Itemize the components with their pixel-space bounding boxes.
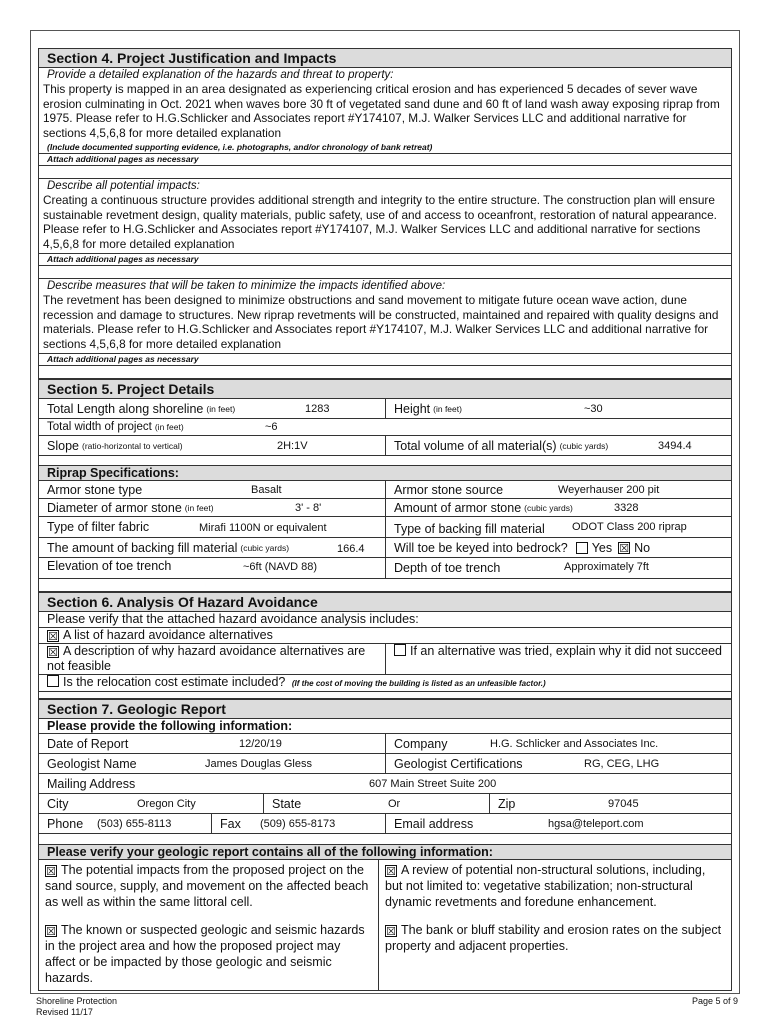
verify-title: Please verify your geologic report contains all of the following information: (39, 844, 731, 859)
spacer (39, 833, 731, 844)
state-field[interactable] (263, 794, 489, 813)
backing-type-field[interactable] (385, 517, 731, 537)
company-label: Company (394, 736, 448, 751)
sand-impacts-label: The potential impacts from the proposed project on the sand source, supply, and movement on the affected beach as well as within the same littoral cell. (45, 863, 369, 909)
footer-revision: Revised 11/17 (36, 1007, 93, 1017)
row-width (39, 418, 731, 435)
section-5-title: Section 5. Project Details (38, 379, 732, 398)
row-length-height (39, 398, 731, 418)
height-label: Height (394, 401, 431, 416)
attach-note-2: Attach additional pages as necessary (39, 253, 731, 265)
armor-type-label: Armor stone type (47, 482, 143, 497)
armor-type-field[interactable] (39, 481, 385, 498)
spacer (39, 165, 731, 178)
page-number: Page 5 of 9 (691, 996, 738, 1006)
row-toe (39, 557, 731, 578)
fax-field[interactable] (211, 814, 385, 833)
bedrock-yes-label: Yes (591, 540, 613, 555)
mailing-address-label: Mailing Address (47, 776, 136, 791)
spacer (39, 578, 731, 591)
state-value: Or (388, 797, 401, 810)
filter-value: Mirafi 1100N or equivalent (199, 522, 327, 534)
width-label: Total width of project (47, 421, 152, 433)
width-field[interactable] (39, 419, 385, 435)
verify-item-1 (45, 862, 372, 910)
armor-source-label: Armor stone source (394, 482, 504, 497)
section-5-block (38, 398, 732, 592)
footer-title: Shoreline Protection (36, 996, 118, 1006)
bedrock-field (385, 538, 731, 557)
geologist-name-value: James Douglas Gless (205, 757, 312, 770)
row-slope-volume (39, 435, 731, 455)
section-7-block (38, 718, 732, 991)
date-field[interactable] (39, 734, 385, 753)
non-structural-label: A review of potential non-structural solutions, including, but not limited to: vegetative stabilization; non-structural dynamic revetments and foredune enhancement. (385, 863, 706, 909)
section-4-block (38, 67, 732, 379)
row-geologist (39, 753, 731, 773)
relocation-cost-note: (If the cost of moving the building is listed as an unfeasible factor.) (291, 679, 546, 688)
seismic-hazards-label: The known or suspected geologic and seismic hazards in the project area and how the proposed project may affect or be impacted by those geologic and seismic hazards. (45, 923, 365, 985)
volume-value: 3494.4 (658, 439, 692, 452)
s6-item-2 (39, 644, 385, 674)
diameter-value: 3' - 8' (295, 501, 322, 514)
toe-depth-value: Approximately 7ft (564, 561, 649, 573)
slope-label: Slope (47, 438, 79, 453)
width-spacer (385, 419, 731, 435)
email-label: Email address (394, 816, 474, 831)
length-label: Total Length along shoreline (47, 401, 204, 416)
diameter-unit: (in feet) (184, 502, 214, 513)
slope-value: 2H:1V (277, 439, 308, 452)
impacts-prompt: Describe all potential impacts: (39, 178, 731, 193)
verify-right-column (379, 860, 731, 990)
non-structural-checkbox[interactable]: ☒ (386, 866, 396, 878)
s6-intro: Please verify that the attached hazard avoidance analysis includes: (39, 611, 731, 627)
amount-armor-value: 3328 (614, 501, 639, 514)
measures-description[interactable]: The revetment has been designed to minimize obstructions and sand movement to mitigate future ocean wave action, dune recession and damage to structures. New riprap revetments will be constructed, maintained and repaired with quality designs and materials. Please refer to H.G.Schlicker and Associates report #Y174107, M.J. Walker Services LLC and additional narrative for sections 4,5,6,8 for more detailed explanation (43, 293, 719, 351)
height-unit: (in feet) (433, 403, 462, 414)
phone-field[interactable] (39, 814, 211, 833)
alternative-tried-checkbox[interactable] (394, 644, 406, 656)
section-6-block (38, 611, 732, 699)
row-date-company (39, 733, 731, 753)
armor-source-value: Weyerhauser 200 pit (558, 483, 660, 496)
amount-armor-field[interactable] (385, 499, 731, 516)
impacts-description[interactable]: Creating a continuous structure provides additional strength and integrity to the entire structure. The construction plan will ensure sustainable revetment design, quality materials, public safety, use of and access to oceanfront, restoration of natural appearance. Please refer to H.G.Schlicker and Associates report #Y174107, M.J. Walker Services LLC and additional narrative for sections 4,5,6,8 for more detailed explanation (43, 193, 717, 251)
measures-prompt: Describe measures that will be taken to minimize the impacts identified above: (39, 278, 731, 293)
amount-armor-unit: (cubic yards) (524, 502, 573, 513)
zip-field[interactable] (489, 794, 731, 813)
row-armor (39, 480, 731, 498)
section-7-title: Section 7. Geologic Report (38, 699, 732, 718)
volume-label: Total volume of all material(s) (394, 438, 557, 453)
section-4-title: Section 4. Project Justification and Impacts (38, 48, 732, 67)
s6-item-4 (39, 674, 731, 691)
bedrock-label: Will toe be keyed into bedrock? (394, 540, 568, 555)
spacer (39, 265, 731, 278)
filter-label: Type of filter fabric (47, 520, 150, 534)
row-mailing (39, 773, 731, 793)
geologist-name-label: Geologist Name (47, 756, 137, 771)
toe-elevation-value: ~6ft (NAVD 88) (243, 561, 318, 573)
fax-label: Fax (220, 816, 241, 831)
s6-row-2 (39, 643, 731, 674)
hazard-explanation[interactable]: This property is mapped in an area designated as experiencing critical erosion and has experienced 5 decades of sever wave erosion culminating in Oct. 2021 when waves bore 30 ft of vegetated sand dune and 60 ft of land wash away exposing riprap from 1975. Please refer to H.G.Schlicker and Associates report #Y174107, M.J. Walker Services LLC and additional narrative for sections 4,5,6,8 for more detailed explanation (43, 82, 720, 140)
bedrock-no-checkbox[interactable]: ☒ (619, 542, 630, 555)
volume-field[interactable] (385, 436, 731, 455)
certifications-value: RG, CEG, LHG (584, 757, 660, 770)
spacer (39, 365, 731, 378)
email-field[interactable] (385, 814, 731, 833)
zip-label: Zip (498, 796, 516, 811)
s6-item-3 (385, 644, 731, 674)
attach-note-3: Attach additional pages as necessary (39, 353, 731, 365)
backing-type-label: Type of backing fill material (394, 522, 545, 536)
row-city-state-zip (39, 793, 731, 813)
relocation-cost-label: Is the relocation cost estimate included? (63, 675, 286, 689)
toe-depth-label: Depth of toe trench (394, 561, 501, 575)
fax-value: (509) 655-8173 (260, 817, 336, 830)
evidence-note: (Include documented supporting evidence, i.e. photographs, and/or chronology of bank retreat) (47, 142, 433, 152)
amount-armor-label: Amount of armor stone (394, 500, 522, 515)
hazard-prompt: Provide a detailed explanation of the hazards and threat to property: (47, 69, 394, 81)
spacer (39, 455, 731, 465)
volume-unit: (cubic yards) (559, 440, 609, 451)
not-feasible-label: A description of why hazard avoidance alternatives are not feasible (47, 644, 366, 673)
diameter-label: Diameter of armor stone (47, 500, 182, 515)
armor-source-field[interactable] (385, 481, 731, 498)
toe-elevation-field[interactable] (39, 558, 385, 578)
verify-item-4 (385, 922, 725, 954)
sand-impacts-checkbox[interactable]: ☒ (46, 866, 56, 878)
company-field[interactable] (385, 734, 731, 753)
toe-depth-field[interactable] (385, 558, 731, 578)
backing-type-value: ODOT Class 200 riprap (572, 521, 687, 533)
permit-form (38, 48, 732, 991)
toe-elevation-label: Elevation of toe trench (47, 559, 172, 573)
not-feasible-checkbox[interactable]: ☒ (48, 647, 58, 659)
width-unit: (in feet) (154, 422, 184, 432)
alternative-tried-label: If an alternative was tried, explain why it did not succeed (410, 644, 722, 658)
slope-field[interactable] (39, 436, 385, 455)
phone-label: Phone (47, 816, 84, 831)
backing-amount-unit: (cubic yards) (240, 542, 290, 553)
date-value: 12/20/19 (239, 737, 282, 750)
mailing-address-field[interactable] (39, 774, 731, 793)
backing-amount-label: The amount of backing fill material (47, 540, 238, 555)
filter-field[interactable] (39, 517, 385, 537)
certifications-field[interactable] (385, 754, 731, 773)
spacer (39, 691, 731, 698)
section-6-title: Section 6. Analysis Of Hazard Avoidance (38, 592, 732, 611)
phone-value: (503) 655-8113 (97, 817, 172, 830)
verify-grid (39, 859, 731, 990)
verify-item-3 (385, 862, 725, 910)
row-backing-amount (39, 537, 731, 557)
slope-unit: (ratio-horizontal to vertical) (81, 440, 183, 451)
geologist-name-field[interactable] (39, 754, 385, 773)
armor-type-value: Basalt (251, 483, 282, 496)
width-value: ~6 (265, 421, 278, 433)
mailing-address-value: 607 Main Street Suite 200 (369, 777, 497, 790)
backing-amount-field[interactable] (39, 538, 385, 557)
length-unit: (in feet) (206, 403, 236, 414)
city-value: Oregon City (137, 797, 196, 810)
backing-amount-value: 166.4 (337, 543, 365, 555)
length-value: 1283 (305, 402, 330, 415)
state-label: State (272, 796, 302, 811)
row-filter (39, 516, 731, 537)
bedrock-no-label: No (634, 540, 651, 555)
alternatives-list-label: A list of hazard avoidance alternatives (63, 628, 273, 642)
company-value: H.G. Schlicker and Associates Inc. (490, 737, 659, 750)
verify-item-2 (45, 922, 372, 986)
bluff-stability-label: The bank or bluff stability and erosion rates on the subject property and adjacent properties. (385, 923, 722, 953)
seismic-hazards-checkbox[interactable]: ☒ (46, 926, 56, 938)
certifications-label: Geologist Certifications (394, 756, 523, 771)
date-label: Date of Report (47, 736, 129, 751)
height-field[interactable] (385, 399, 731, 418)
email-value: hgsa@teleport.com (548, 817, 644, 830)
footer-left (36, 996, 117, 1018)
row-diameter (39, 498, 731, 516)
city-label: City (47, 796, 69, 811)
length-field[interactable] (39, 399, 385, 418)
s7-subtitle: Please provide the following information: (39, 718, 731, 733)
zip-value: 97045 (608, 797, 639, 810)
row-phone-fax-email (39, 813, 731, 833)
s6-item-1 (39, 627, 731, 643)
bluff-stability-checkbox[interactable]: ☒ (386, 926, 396, 938)
relocation-cost-checkbox[interactable] (47, 675, 59, 687)
city-field[interactable] (39, 794, 263, 813)
diameter-field[interactable] (39, 499, 385, 516)
alternatives-list-checkbox[interactable]: ☒ (48, 631, 58, 643)
verify-left-column (39, 860, 379, 990)
bedrock-yes-checkbox[interactable] (576, 542, 588, 554)
riprap-title: Riprap Specifications: (39, 465, 731, 480)
height-value: ~30 (584, 402, 603, 415)
attach-note-1: Attach additional pages as necessary (39, 153, 731, 165)
